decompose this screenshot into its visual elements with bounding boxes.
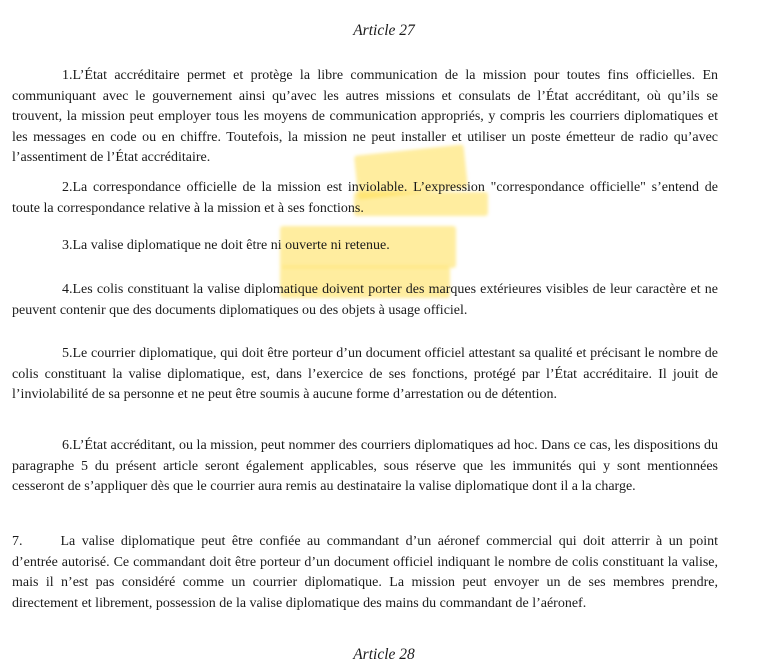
paragraph-text: Le courrier diplomatique, qui doit être porteur d’un document officiel attestant sa qualité et précisant le nombre de colis constituant la valise diplomatique, est, dans l’exercice de ses fonctions, protégé par l’État accréditaire. Il jouit de l’inviolabilité de sa personne et ne peut être soumis à aucune forme d’arrestation ou de détention. <box>12 346 718 402</box>
paragraph-1 <box>12 66 718 169</box>
paragraph-number: 5. <box>62 346 73 361</box>
paragraph-number: 3. <box>62 238 73 253</box>
paragraph-6 <box>12 436 718 498</box>
paragraph-number: 1. <box>62 68 73 83</box>
paragraph-text: Les colis constituant la valise diplomatique doivent porter des marques extérieures visibles de leur caractère et ne peuvent contenir que des documents diplomatiques ou des objets à usage officiel. <box>12 282 718 318</box>
paragraph-number: 4. <box>62 282 73 297</box>
paragraph-2 <box>12 178 718 219</box>
paragraph-text: La valise diplomatique peut être confiée au commandant d’un aéronef commercial qui doit atterrir à un point d’entrée autorisé. Ce commandant doit être porteur d’un document officiel indiquant le nombre de colis constituant la valise, mais il n’est pas considéré comme un courrier diplomatique. La mission peut envoyer un de ses membres prendre, directement et librement, possession de la valise diplomatique des mains du commandant de l’aéronef. <box>12 534 718 611</box>
article-28-title: Article 28 <box>353 646 415 663</box>
paragraph-7 <box>12 532 718 614</box>
article-27-title: Article 27 <box>353 22 415 39</box>
paragraph-4 <box>12 280 718 321</box>
paragraph-text: La valise diplomatique ne doit être ni ouverte ni retenue. <box>72 238 390 253</box>
paragraph-5 <box>12 344 718 406</box>
paragraph-number: 2. <box>62 180 73 195</box>
paragraph-3 <box>12 236 718 257</box>
paragraph-text: La correspondance officielle de la mission est inviolable. L’expression "correspondance officielle" s’entend de toute la correspondance relative à la mission et à ses fonctions. <box>12 180 718 216</box>
paragraph-text: L’État accréditant, ou la mission, peut nommer des courriers diplomatiques ad hoc. Dans ce cas, les dispositions du paragraphe 5 du présent article seront également applicables, sous réserve que les immunités qui y sont mentionnées cesseront de s’appliquer dès que le courrier aura remis au destinataire la valise diplomatique dont il a la charge. <box>12 438 718 494</box>
paragraph-text: L’État accréditaire permet et protège la libre communication de la mission pour toutes fins officielles. En communiquant avec le gouvernement ainsi qu’avec les autres missions et consulats de l’État accréditant, où qu’ils se trouvent, la mission peut employer tous les moyens de communication appropriés, y compris les courriers diplomatiques et les messages en code ou en chiffre. Toutefois, la mission ne peut installer et utiliser un poste émetteur de radio qu’avec l’assentiment de l’État accréditaire. <box>12 68 718 165</box>
paragraph-number: 6. <box>62 438 73 453</box>
paragraph-number: 7. <box>12 534 23 549</box>
